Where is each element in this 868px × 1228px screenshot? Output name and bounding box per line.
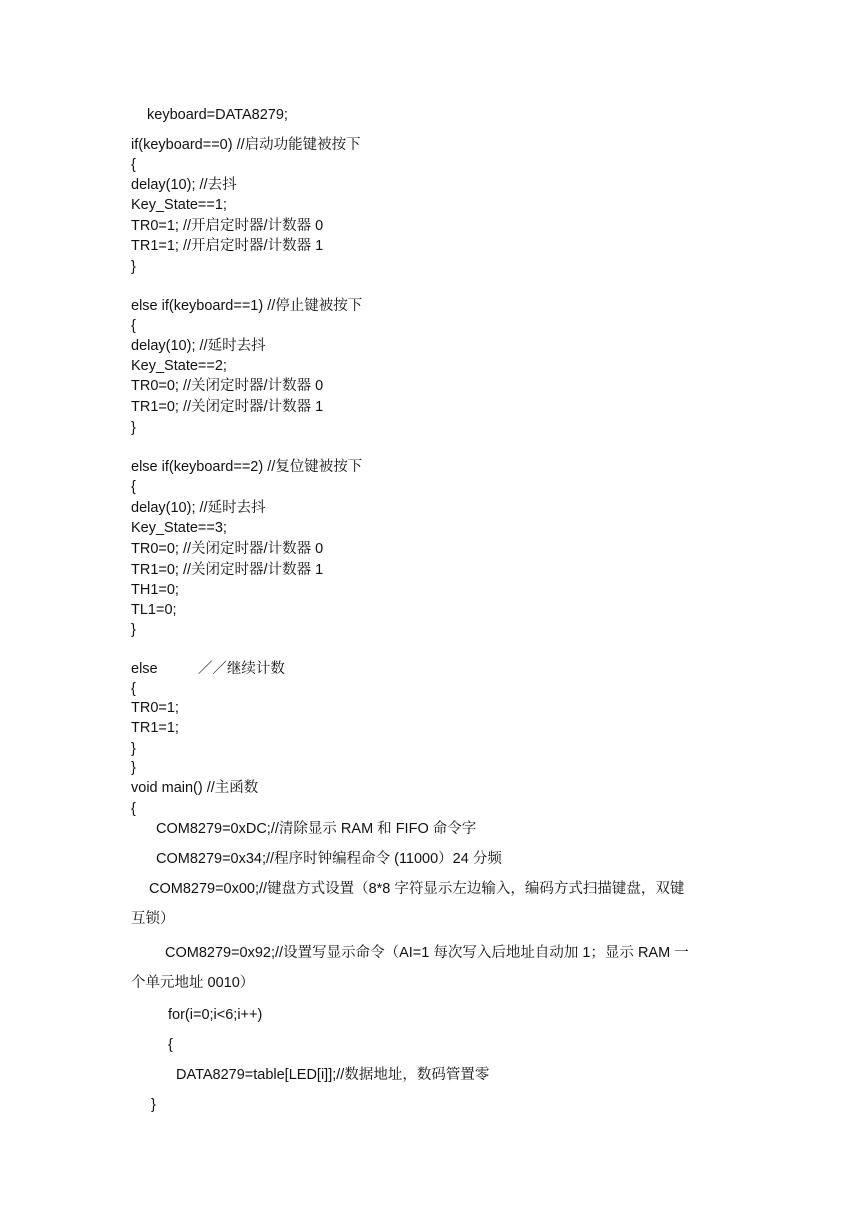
code-line: } <box>151 1097 156 1113</box>
code-line: delay(10); //延时去抖 <box>131 500 266 516</box>
code-line: { <box>131 318 136 334</box>
code-line: TL1=0; <box>131 602 177 618</box>
code-line: } <box>131 760 136 776</box>
code-line: TH1=0; <box>131 582 179 598</box>
code-line: } <box>131 420 136 436</box>
code-line: TR1=1; //开启定时器/计数器 1 <box>131 238 324 254</box>
code-line: else if(keyboard==1) //停止键被按下 <box>131 298 363 314</box>
code-line: { <box>131 681 136 697</box>
code-line: void main() //主函数 <box>131 780 259 796</box>
code-line: else ／／继续计数 <box>131 661 285 677</box>
code-line: delay(10); //去抖 <box>131 177 237 193</box>
code-line: Key_State==1; <box>131 197 227 213</box>
code-line: } <box>131 622 136 638</box>
code-line: delay(10); //延时去抖 <box>131 338 266 354</box>
code-line: DATA8279=table[LED[i]];//数据地址，数码管置零 <box>176 1067 490 1083</box>
code-line: TR0=0; //关闭定时器/计数器 0 <box>131 378 324 394</box>
code-line: Key_State==2; <box>131 358 227 374</box>
code-line: keyboard=DATA8279; <box>147 107 288 123</box>
code-line: for(i=0;i<6;i++) <box>168 1007 263 1023</box>
code-line: TR0=1; //开启定时器/计数器 0 <box>131 218 324 234</box>
code-line: TR0=1; <box>131 700 179 716</box>
code-line: TR1=0; //关闭定时器/计数器 1 <box>131 399 324 415</box>
code-line: COM8279=0xDC;//清除显示 RAM 和 FIFO 命令字 <box>156 821 477 837</box>
code-line: else if(keyboard==2) //复位键被按下 <box>131 459 363 475</box>
code-line: { <box>131 479 136 495</box>
code-line: } <box>131 259 136 275</box>
code-line: TR1=1; <box>131 720 179 736</box>
code-line: Key_State==3; <box>131 520 227 536</box>
code-line: } <box>131 741 136 757</box>
code-line: COM8279=0x34;//程序时钟编程命令 (11000）24 分频 <box>156 851 502 867</box>
code-line: COM8279=0x00;//键盘方式设置（8*8 字符显示左边输入，编码方式扫描键盘，双键 <box>149 881 685 897</box>
code-line: { <box>131 801 136 817</box>
code-line: TR0=0; //关闭定时器/计数器 0 <box>131 541 324 557</box>
code-line: if(keyboard==0) //启动功能键被按下 <box>131 137 361 153</box>
code-line: 个单元地址 0010） <box>131 975 255 991</box>
code-line: { <box>168 1037 173 1053</box>
code-line: 互锁） <box>131 911 175 927</box>
code-line: TR1=0; //关闭定时器/计数器 1 <box>131 562 324 578</box>
code-line: { <box>131 157 136 173</box>
code-line: COM8279=0x92;//设置写显示命令（AI=1 每次写入后地址自动加 1；显示 RAM 一 <box>165 945 689 961</box>
